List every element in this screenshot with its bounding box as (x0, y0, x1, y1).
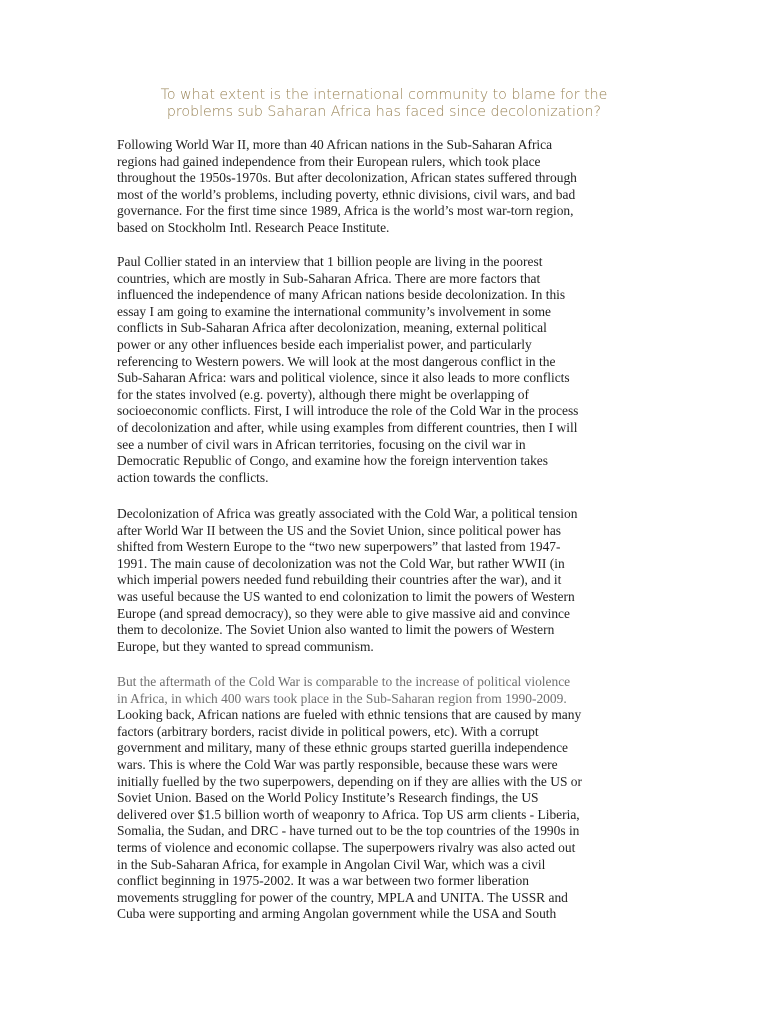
text-line: Decolonization of Africa was greatly associated with the Cold War, a political tension (117, 506, 578, 521)
text-line: power or any other influences beside each imperialist power, and particularly (117, 336, 532, 352)
text-line: 1991. The main cause of decolonization was not the Cold War, but rather WWII (in (117, 555, 565, 571)
text-line: wars. This is where the Cold War was partly responsible, because these wars were (117, 756, 558, 772)
text-line: regions had gained independence from their European rulers, which took place (117, 153, 541, 169)
text-line: movements struggling for power of the country, MPLA and UNITA. The USSR and (117, 889, 568, 905)
text-line: countries, which are mostly in Sub-Saharan Africa. There are more factors that (117, 270, 541, 286)
title-line: To what extent is the international community to blame for the (160, 87, 608, 103)
title-line: problems sub Saharan Africa has faced since decolonization? (166, 104, 602, 120)
paragraph-2 (117, 254, 657, 486)
text-line: Sub-Saharan Africa: wars and political violence, since it also leads to more conflicts (117, 370, 570, 386)
text-line: governance. For the first time since 1989, Africa is the world’s most war-torn region, (117, 203, 574, 219)
text-line: in the Sub-Saharan Africa, for example in Angolan Civil War, which was a civil (117, 856, 546, 872)
text-line: Soviet Union. Based on the World Policy Institute’s Research findings, the US (117, 790, 539, 806)
text-line: factors (arbitrary borders, racist divide in political powers, etc). With a corrupt (117, 723, 539, 739)
text-line: conflicts in Sub-Saharan Africa after decolonization, meaning, external political (117, 320, 547, 336)
text-line: delivered over $1.5 billion worth of weaponry to Africa. Top US arm clients - Liberia, (117, 806, 580, 822)
text-line: throughout the 1950s-1970s. But after decolonization, African states suffered through (117, 170, 577, 186)
text-line: referencing to Western powers. We will look at the most dangerous conflict in the (117, 353, 556, 369)
text-line: was useful because the US wanted to end colonization to limit the powers of Western (117, 588, 575, 604)
text-line: Europe (and spread democracy), so they were able to give massive aid and convince (117, 605, 570, 621)
text-line: Cuba were supporting and arming Angolan government while the USA and South (117, 906, 557, 922)
text-line: based on Stockholm Intl. Research Peace Institute. (117, 219, 390, 235)
text-line: conflict beginning in 1975-2002. It was a war between two former liberation (117, 873, 529, 889)
text-line: initially fuelled by the two superpowers, depending on if they are allies with the US or (117, 773, 582, 789)
text-line: them to decolonize. The Soviet Union also wanted to limit the powers of Western (117, 622, 555, 638)
text-line: Europe, but they wanted to spread communism. (117, 638, 374, 654)
text-line: shifted from Western Europe to the “two new superpowers” that lasted from 1947- (117, 539, 561, 555)
text-line: essay I am going to examine the international community’s involvement in some (117, 303, 552, 319)
document-title (118, 87, 650, 121)
text-line: after World War II between the US and the Soviet Union, since political power has (117, 522, 562, 538)
text-line: of decolonization and after, while using examples from different countries, then I will (117, 419, 578, 435)
text-line: in Africa, in which 400 wars took place in the Sub-Saharan region from 1990-2009. (117, 690, 567, 706)
text-line: Somalia, the Sudan, and DRC - have turned out to be the top countries of the 1990s in (117, 823, 580, 839)
paragraph-4 (117, 674, 657, 923)
text-line: Paul Collier stated in an interview that 1 billion people are living in the poorest (117, 254, 543, 269)
text-line: for the states involved (e.g. poverty), although there might be overlapping of (117, 386, 529, 402)
text-line: government and military, many of these ethnic groups started guerilla independence (117, 740, 569, 756)
text-line: Democratic Republic of Congo, and examine how the foreign intervention takes (117, 453, 548, 469)
text-line: influenced the independence of many African nations beside decolonization. In this (117, 287, 566, 303)
text-line: socioeconomic conflicts. First, I will introduce the role of the Cold War in the process (117, 403, 579, 419)
text-line: see a number of civil wars in African territories, focusing on the civil war in (117, 436, 526, 452)
text-line: Looking back, African nations are fueled with ethnic tensions that are caused by many (117, 707, 582, 723)
text-line: But the aftermath of the Cold War is comparable to the increase of political violence (117, 674, 571, 689)
text-line: terms of violence and economic collapse. The superpowers rivalry was also acted out (117, 839, 576, 855)
text-line: most of the world’s problems, including poverty, ethnic divisions, civil wars, and bad (117, 186, 576, 202)
paragraph-3 (117, 506, 657, 655)
paragraph-1 (117, 137, 657, 237)
text-line: which imperial powers needed fund rebuilding their countries after the war), and it (117, 572, 562, 588)
text-line: action towards the conflicts. (117, 469, 269, 485)
text-line: Following World War II, more than 40 African nations in the Sub-Saharan Africa (117, 137, 553, 152)
